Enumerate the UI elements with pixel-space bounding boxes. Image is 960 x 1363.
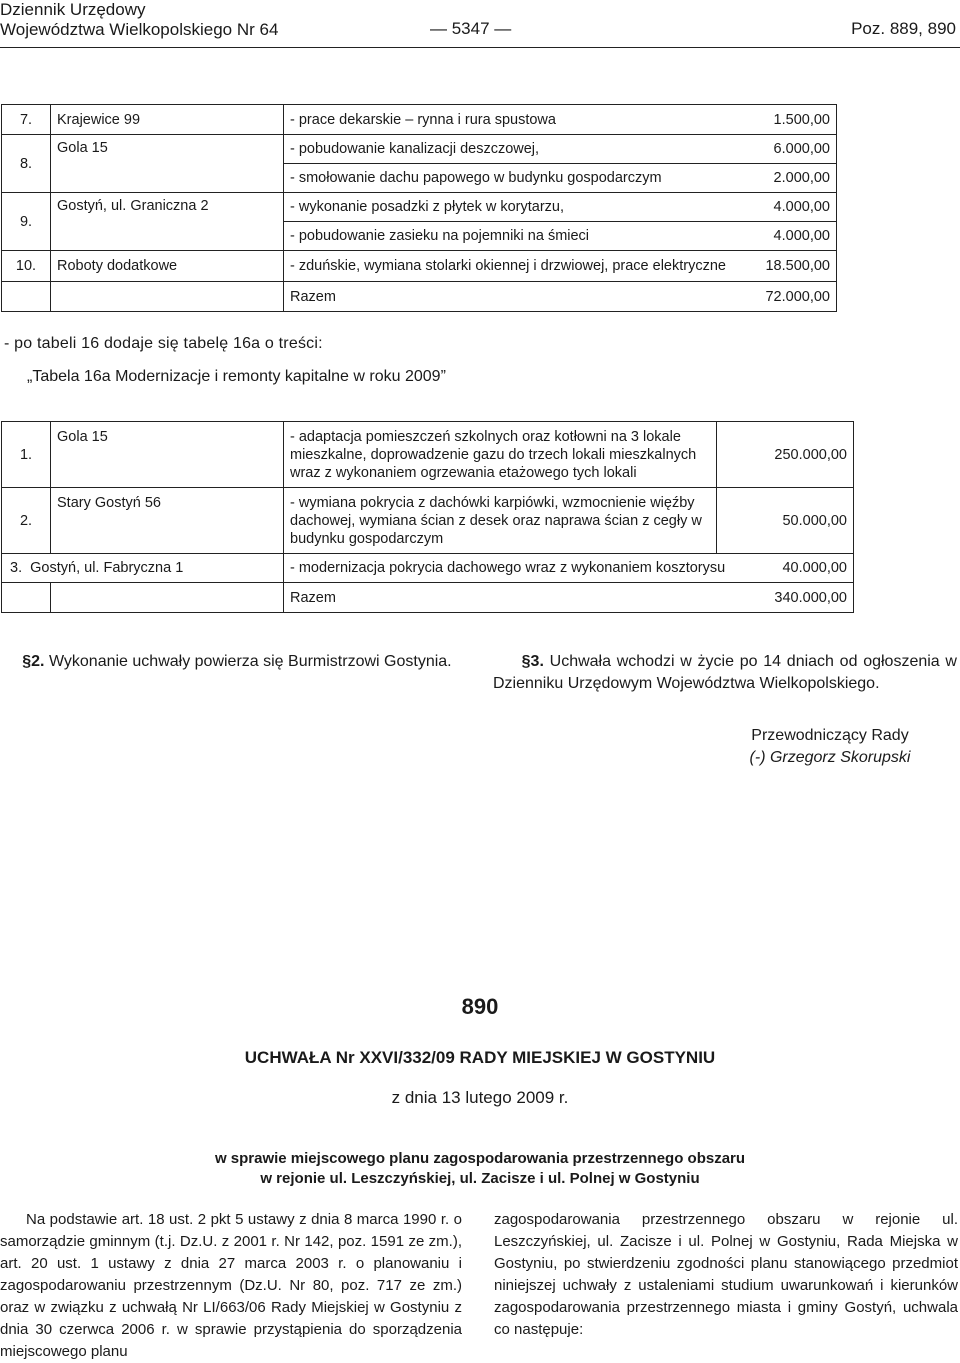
resolution-date: z dnia 13 lutego 2009 r. bbox=[391, 1088, 569, 1107]
journal-title-line2: Województwa Wielkopolskiego Nr 64 bbox=[0, 20, 279, 39]
table-row bbox=[2, 135, 837, 164]
signature-name: (-) Grzegorz Skorupski bbox=[749, 749, 911, 766]
paragraph-3 bbox=[493, 651, 957, 695]
paragraph-2-mark: §2. bbox=[22, 653, 45, 670]
row-description: - wymiana pokrycia z dachówki karpiówki, wzmocnienie więźby dachowej, wymiana ścian z desek oraz naprawa ścian z cegły w budynku gospodarczym bbox=[284, 488, 717, 554]
body-left-column: Na podstawie art. 18 ust. 2 pkt 5 ustawy z dnia 8 marca 1990 r. o samorządzie gminnym (t.j. Dz.U. z 2001 r. Nr 142, poz. 1591 ze zm.), art. 20 ust. 1 ustawy z dnia 27 marca 2003 r. o planowaniu i zagospodarowaniu przestrzennym (Dz.U. Nr 80, poz. 717 ze zm.) oraz w związku z uchwałą Nr LI/663/06 Rady Miejskiej w Gostyniu z dnia 30 czerwca 2006 r. w sprawie przystąpienia do sporządzenia miejscowego planu bbox=[0, 1211, 462, 1360]
row-value: 2.000,00 bbox=[773, 170, 830, 186]
paragraph-2 bbox=[0, 651, 462, 673]
row-place: Stary Gostyń 56 bbox=[51, 488, 284, 554]
table-row bbox=[2, 193, 837, 222]
journal-title bbox=[0, 0, 278, 40]
table-row bbox=[2, 422, 854, 488]
row-description bbox=[284, 554, 854, 583]
row-number: 1. bbox=[2, 422, 51, 488]
row-description: - adaptacja pomieszczeń szkolnych oraz kotłowni na 3 lokale mieszkalne, doprowadzenie gazu do trzech lokali mieszkalnych wraz z wykonaniem ogrzewania etażowego tych lokali bbox=[284, 422, 717, 488]
costs-table-16a bbox=[1, 421, 854, 613]
row-value: 18.500,00 bbox=[765, 258, 830, 274]
table-16a-title: „Tabela 16a Modernizacje i remonty kapitalne w roku 2009” bbox=[27, 368, 446, 385]
total-cell bbox=[284, 583, 854, 613]
total-label: Razem bbox=[290, 589, 336, 606]
resolution-subject-line1: w sprawie miejscowego planu zagospodarowania przestrzennego obszaru bbox=[214, 1150, 746, 1167]
row-desc-text: - prace dekarskie – rynna i rura spustowa bbox=[290, 111, 556, 128]
header-divider bbox=[0, 47, 960, 48]
row-place: Krajewice 99 bbox=[51, 105, 284, 135]
table-row bbox=[2, 554, 854, 583]
row-desc-text: - wykonanie posadzki z płytek w korytarzu, bbox=[290, 199, 564, 215]
resolution-subject-line2: w rejonie ul. Leszczyńskiej, ul. Zacisze i ul. Polnej w Gostyniu bbox=[260, 1170, 700, 1187]
row-number: 9. bbox=[2, 193, 51, 251]
total-cell bbox=[284, 282, 837, 312]
total-value: 72.000,00 bbox=[765, 288, 830, 305]
costs-table-16 bbox=[1, 104, 837, 312]
table-row bbox=[2, 488, 854, 554]
signature-title: Przewodniczący Rady bbox=[751, 727, 909, 744]
paragraph-2-text: Wykonanie uchwały powierza się Burmistrzowi Gostynia. bbox=[48, 653, 452, 670]
journal-title-line1: Dziennik Urzędowy bbox=[0, 0, 146, 19]
row-desc-text: - pobudowanie kanalizacji deszczowej, bbox=[290, 141, 540, 157]
row-description bbox=[284, 251, 837, 282]
table-row bbox=[2, 251, 837, 282]
row-desc-text: - pobudowanie zasieku na pojemniki na śmieci bbox=[290, 228, 590, 244]
row-number: 10. bbox=[2, 251, 51, 282]
row-place-text: Gostyń, ul. Fabryczna 1 bbox=[30, 560, 184, 576]
paragraph-3-mark: §3. bbox=[521, 653, 544, 670]
row-description bbox=[284, 222, 837, 251]
row-place: Roboty dodatkowe bbox=[51, 251, 284, 282]
row-number: 8. bbox=[2, 135, 51, 193]
row-number: 7. bbox=[2, 105, 51, 135]
row-desc-text: - modernizacja pokrycia dachowego wraz z wykonaniem kosztorysu bbox=[290, 560, 726, 576]
total-value: 340.000,00 bbox=[774, 589, 847, 606]
row-desc-text: - smołowanie dachu papowego w budynku gospodarczym bbox=[290, 170, 662, 186]
row-value: 4.000,00 bbox=[773, 228, 830, 244]
row-place bbox=[2, 554, 284, 583]
row-place: Gostyń, ul. Graniczna 2 bbox=[51, 193, 284, 251]
resolution-number: 890 bbox=[461, 994, 499, 1019]
row-value: 4.000,00 bbox=[773, 199, 830, 215]
table-total-row bbox=[2, 282, 837, 312]
paragraph-3-text: Uchwała wchodzi w życie po 14 dniach od ogłoszenia w Dzienniku Urzędowym Województwa Wielkopolskiego. bbox=[493, 653, 957, 692]
table-total-row bbox=[2, 583, 854, 613]
row-place: Gola 15 bbox=[51, 135, 284, 193]
row-number: 3. bbox=[10, 560, 23, 576]
row-description bbox=[284, 135, 837, 164]
page-number: — 5347 — bbox=[430, 19, 512, 38]
row-description bbox=[284, 105, 837, 135]
table-row bbox=[2, 105, 837, 135]
row-value: 1.500,00 bbox=[773, 111, 830, 128]
row-value: 6.000,00 bbox=[773, 141, 830, 157]
row-value: 40.000,00 bbox=[782, 560, 847, 576]
signature-block bbox=[700, 725, 960, 769]
amendment-note: - po tabeli 16 dodaje się tabelę 16a o treści: bbox=[4, 335, 323, 352]
resolution-title: UCHWAŁA Nr XXVI/332/09 RADY MIEJSKIEJ W GOSTYNIU bbox=[244, 1048, 716, 1067]
row-description bbox=[284, 193, 837, 222]
total-label: Razem bbox=[290, 288, 336, 305]
row-value: 250.000,00 bbox=[717, 422, 854, 488]
position-number: Poz. 889, 890 bbox=[851, 19, 956, 38]
body-right-column: zagospodarowania przestrzennego obszaru w rejonie ul. Leszczyńskiej, ul. Zacisze i ul. Polnej w Gostyniu, Rada Miejska w Gostyniu, po stwierdzeniu zgodności planu stanowiącego przedmiot niniejszej uchwały z ustaleniami studium uwarunkowań i kierunków zagospodarowania przestrzennego miasta i gminy Gostyń, uchwala co następuje: bbox=[494, 1211, 958, 1338]
row-number: 2. bbox=[2, 488, 51, 554]
row-desc-text: - zduńskie, wymiana stolarki okiennej i drzwiowej, prace elektryczne bbox=[290, 258, 726, 274]
row-value: 50.000,00 bbox=[717, 488, 854, 554]
resolution-subject bbox=[0, 1149, 960, 1189]
row-place: Gola 15 bbox=[51, 422, 284, 488]
row-description bbox=[284, 164, 837, 193]
